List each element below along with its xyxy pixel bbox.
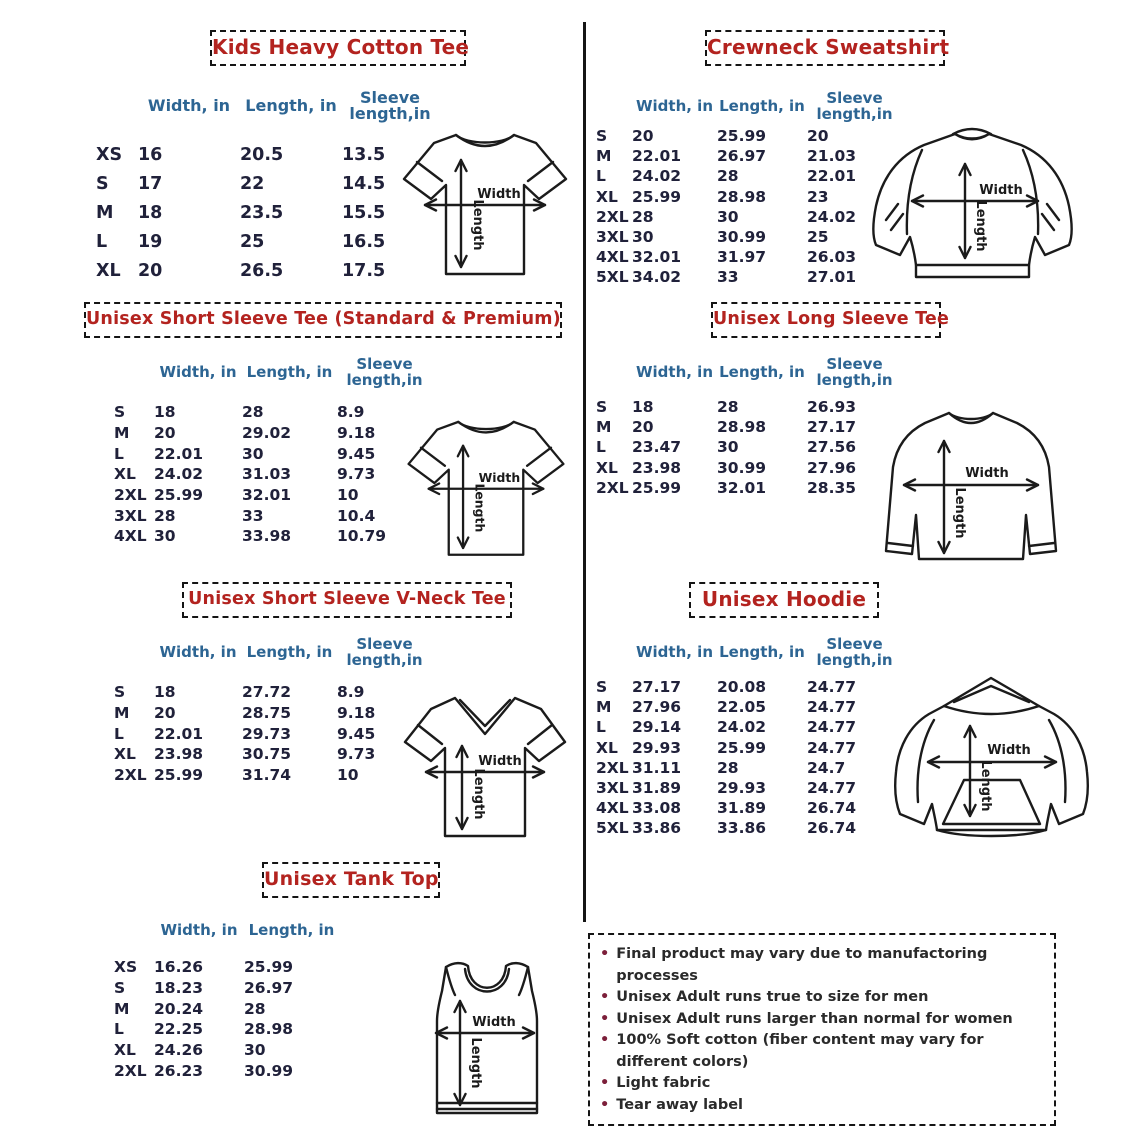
- bullet-icon: •: [600, 1075, 610, 1091]
- measurement-value: 22.01: [807, 167, 857, 186]
- hoodie-illustration: [884, 664, 1099, 859]
- measurement-value: 33: [242, 506, 264, 525]
- size-label: XL: [596, 458, 618, 477]
- width-label: Width: [979, 183, 1023, 198]
- measurement-value: 20: [154, 424, 176, 443]
- size-label: XL: [596, 738, 618, 757]
- size-label: L: [114, 1020, 124, 1039]
- size-table-kids: [96, 140, 438, 285]
- measurement-value: 27.17: [632, 678, 682, 697]
- size-label: M: [114, 704, 130, 723]
- measurement-value: 30.99: [717, 458, 767, 477]
- table-header-short-sleeve: [114, 348, 432, 396]
- measurement-value: 26.93: [807, 398, 857, 417]
- measurement-value: 30: [242, 444, 264, 463]
- measurement-value: 25.99: [154, 486, 204, 505]
- size-label: 3XL: [114, 506, 147, 525]
- section-title-hoodie: Unisex Hoodie: [689, 582, 879, 618]
- column-header-sleeve: Sleeve length,in: [349, 88, 431, 123]
- measurement-value: 30: [717, 438, 739, 457]
- measurement-value: 20: [632, 127, 654, 146]
- measurement-value: 24.77: [807, 718, 857, 737]
- measurement-value: 24.77: [807, 678, 857, 697]
- vneck-tee-illustration: [398, 674, 573, 852]
- measurement-value: 31.97: [717, 248, 767, 267]
- note-text: Final product may vary due to manufactoring processes: [616, 946, 988, 984]
- measurement-value: 33.86: [717, 819, 767, 838]
- measurement-value: 33: [717, 268, 739, 287]
- measurement-value: 24.02: [154, 465, 204, 484]
- measurement-value: 29.93: [717, 779, 767, 798]
- measurement-value: 27.72: [242, 683, 292, 702]
- measurement-value: 24.26: [154, 1041, 204, 1060]
- length-label: Length: [952, 487, 967, 539]
- size-label: 2XL: [114, 1061, 147, 1080]
- measurement-value: 30: [717, 207, 739, 226]
- length-label: Length: [472, 483, 488, 533]
- measurement-value: 22.01: [154, 444, 204, 463]
- measurement-value: 10.79: [337, 527, 387, 546]
- note-item: [600, 1095, 1044, 1117]
- column-header-width: Width, in: [635, 363, 713, 381]
- size-label: S: [596, 678, 608, 697]
- product-notes-box: [588, 933, 1056, 1126]
- size-label: 3XL: [596, 228, 629, 247]
- column-header-length: Length, in: [719, 363, 805, 381]
- column-header-sleeve: Sleeve length,in: [346, 355, 423, 389]
- column-header-width: Width, in: [147, 96, 231, 115]
- measurement-value: 31.89: [717, 799, 767, 818]
- size-label: 2XL: [596, 758, 629, 777]
- column-header-sleeve: Sleeve length,in: [816, 355, 893, 389]
- measurement-value: 32.01: [632, 248, 682, 267]
- measurement-value: 30.99: [717, 228, 767, 247]
- column-header-length: Length, in: [719, 97, 805, 115]
- measurement-value: 10.4: [337, 506, 376, 525]
- measurement-value: 22.05: [717, 698, 767, 717]
- measurement-value: 25.99: [244, 958, 294, 977]
- measurement-value: 26.23: [154, 1061, 204, 1080]
- note-text: Tear away label: [616, 1096, 744, 1113]
- size-label: S: [596, 398, 608, 417]
- width-label: Width: [478, 754, 522, 769]
- section-title-tank-top: Unisex Tank Top: [262, 862, 440, 898]
- measurement-value: 24.7: [807, 758, 846, 777]
- measurement-value: 24.77: [807, 698, 857, 717]
- measurement-value: 29.14: [632, 718, 682, 737]
- size-label: 2XL: [114, 766, 147, 785]
- measurement-value: 32.01: [242, 486, 292, 505]
- size-label: M: [596, 698, 612, 717]
- measurement-value: 16.5: [342, 231, 386, 252]
- size-table-crewneck: [596, 126, 902, 288]
- measurement-value: 26.03: [807, 248, 857, 267]
- measurement-value: 24.77: [807, 779, 857, 798]
- note-item: [600, 944, 1044, 987]
- table-header-kids: [96, 82, 438, 130]
- measurement-value: 28: [632, 207, 654, 226]
- column-header-sleeve: Sleeve length,in: [816, 89, 893, 123]
- measurement-value: 28: [242, 403, 264, 422]
- measurement-value: 25.99: [717, 127, 767, 146]
- measurement-value: 20: [154, 704, 176, 723]
- measurement-value: 20: [138, 260, 163, 281]
- bullet-icon: •: [600, 946, 610, 962]
- measurement-value: 20: [807, 127, 829, 146]
- measurement-value: 25.99: [632, 478, 682, 497]
- measurement-value: 18.23: [154, 979, 204, 998]
- size-label: M: [96, 202, 114, 223]
- measurement-value: 26.97: [244, 979, 294, 998]
- measurement-value: 30: [632, 228, 654, 247]
- length-label: Length: [470, 199, 485, 251]
- note-text: Light fabric: [616, 1075, 711, 1091]
- measurement-value: 23.5: [240, 202, 284, 223]
- measurement-value: 19: [138, 231, 163, 252]
- measurement-value: 28: [717, 398, 739, 417]
- length-label: Length: [468, 1037, 483, 1089]
- tshirt-illustration: [400, 398, 572, 570]
- size-label: M: [114, 999, 130, 1018]
- size-label: S: [96, 173, 109, 194]
- measurement-value: 17: [138, 173, 163, 194]
- size-label: 4XL: [114, 527, 147, 546]
- measurement-value: 29.73: [242, 724, 292, 743]
- measurement-value: 8.9: [337, 683, 365, 702]
- measurement-value: 10: [337, 766, 359, 785]
- measurement-value: 28.98: [717, 418, 767, 437]
- measurement-value: 25.99: [632, 187, 682, 206]
- width-label: Width: [478, 470, 521, 486]
- measurement-value: 8.9: [337, 403, 365, 422]
- long-sleeve-illustration: [856, 393, 1086, 573]
- measurement-value: 33.98: [242, 527, 292, 546]
- measurement-value: 9.73: [337, 745, 376, 764]
- length-label: Length: [973, 200, 988, 252]
- measurement-value: 30.75: [242, 745, 292, 764]
- measurement-value: 33.86: [632, 819, 682, 838]
- measurement-value: 9.45: [337, 444, 376, 463]
- measurement-value: 23.47: [632, 438, 682, 457]
- measurement-value: 29.93: [632, 738, 682, 757]
- note-item: [600, 1030, 1044, 1073]
- size-label: L: [96, 231, 108, 252]
- measurement-value: 26.97: [717, 147, 767, 166]
- size-table-vneck: [114, 682, 432, 785]
- section-title-short-sleeve-tee: Unisex Short Sleeve Tee (Standard & Premium): [84, 302, 562, 338]
- measurement-value: 30: [154, 527, 176, 546]
- measurement-value: 27.17: [807, 418, 857, 437]
- column-header-sleeve: Sleeve length,in: [816, 635, 893, 669]
- measurement-value: 24.77: [807, 738, 857, 757]
- measurement-value: 24.02: [807, 207, 857, 226]
- size-label: XS: [96, 144, 123, 165]
- measurement-value: 9.73: [337, 465, 376, 484]
- measurement-value: 13.5: [342, 144, 386, 165]
- note-text: Unisex Adult runs true to size for men: [616, 989, 929, 1005]
- measurement-value: 22: [240, 173, 265, 194]
- size-label: 4XL: [596, 799, 629, 818]
- column-divider: [583, 22, 586, 922]
- size-label: L: [596, 718, 606, 737]
- measurement-value: 17.5: [342, 260, 386, 281]
- measurement-value: 22.01: [154, 724, 204, 743]
- column-header-width: Width, in: [635, 97, 713, 115]
- size-label: M: [114, 424, 130, 443]
- measurement-value: 16.26: [154, 958, 204, 977]
- table-header-long-sleeve: [596, 348, 902, 396]
- bullet-icon: •: [600, 1096, 610, 1113]
- measurement-value: 20.5: [240, 144, 284, 165]
- measurement-value: 22.25: [154, 1020, 204, 1039]
- table-header-hoodie: [596, 628, 902, 676]
- measurement-value: 25.99: [717, 738, 767, 757]
- size-label: 5XL: [596, 268, 629, 287]
- measurement-value: 27.96: [632, 698, 682, 717]
- size-label: L: [114, 444, 124, 463]
- measurement-value: 31.11: [632, 758, 682, 777]
- measurement-value: 14.5: [342, 173, 386, 194]
- measurement-value: 15.5: [342, 202, 386, 223]
- bullet-icon: •: [600, 989, 610, 1005]
- section-title-kids-tee: Kids Heavy Cotton Tee: [210, 30, 466, 66]
- measurement-value: 26.5: [240, 260, 284, 281]
- column-header-width: Width, in: [159, 363, 237, 381]
- length-label: Length: [471, 768, 486, 820]
- measurement-value: 18: [154, 683, 176, 702]
- measurement-value: 16: [138, 144, 163, 165]
- measurement-value: 28: [717, 167, 739, 186]
- size-label: 3XL: [596, 779, 629, 798]
- measurement-value: 32.01: [717, 478, 767, 497]
- measurement-value: 20: [632, 418, 654, 437]
- tshirt-illustration: [395, 110, 575, 290]
- section-title-vneck-tee: Unisex Short Sleeve V-Neck Tee: [182, 582, 512, 618]
- size-table-short-sleeve: [114, 402, 432, 547]
- column-header-length: Length, in: [248, 921, 335, 939]
- size-label: M: [596, 147, 612, 166]
- sweatshirt-illustration: [860, 116, 1085, 291]
- measurement-value: 31.74: [242, 766, 292, 785]
- size-label: XL: [96, 260, 121, 281]
- size-label: M: [596, 418, 612, 437]
- size-label: 4XL: [596, 248, 629, 267]
- table-header-tank: [114, 912, 339, 948]
- measurement-value: 20.24: [154, 999, 204, 1018]
- size-label: S: [596, 127, 608, 146]
- measurement-value: 26.74: [807, 819, 857, 838]
- measurement-value: 18: [154, 403, 176, 422]
- measurement-value: 28.98: [244, 1020, 294, 1039]
- note-item: [600, 1073, 1044, 1095]
- bullet-icon: •: [600, 1032, 610, 1048]
- measurement-value: 28: [244, 999, 266, 1018]
- size-label: L: [596, 438, 606, 457]
- measurement-value: 21.03: [807, 147, 857, 166]
- width-label: Width: [965, 466, 1009, 481]
- size-label: L: [114, 724, 124, 743]
- note-text: Unisex Adult runs larger than normal for women: [616, 1010, 1013, 1027]
- measurement-value: 9.45: [337, 724, 376, 743]
- size-label: 2XL: [596, 207, 629, 226]
- size-label: S: [114, 979, 126, 998]
- measurement-value: 10: [337, 486, 359, 505]
- measurement-value: 34.02: [632, 268, 682, 287]
- measurement-value: 25: [240, 231, 265, 252]
- measurement-value: 30.99: [244, 1061, 294, 1080]
- measurement-value: 30: [244, 1041, 266, 1060]
- measurement-value: 25: [807, 228, 829, 247]
- measurement-value: 25.99: [154, 766, 204, 785]
- measurement-value: 23.98: [632, 458, 682, 477]
- measurement-value: 29.02: [242, 424, 292, 443]
- measurement-value: 24.02: [717, 718, 767, 737]
- column-header-width: Width, in: [160, 921, 238, 939]
- size-table-hoodie: [596, 677, 902, 839]
- length-label: Length: [978, 760, 993, 812]
- measurement-value: 27.01: [807, 268, 857, 287]
- measurement-value: 18: [138, 202, 163, 223]
- tank-top-illustration: [422, 943, 552, 1128]
- measurement-value: 31.03: [242, 465, 292, 484]
- column-header-sleeve: Sleeve length,in: [346, 635, 423, 669]
- size-label: XL: [114, 465, 136, 484]
- size-label: L: [596, 167, 606, 186]
- table-header-crewneck: [596, 82, 902, 130]
- note-item: [600, 1009, 1044, 1031]
- measurement-value: 31.89: [632, 779, 682, 798]
- measurement-value: 23.98: [154, 745, 204, 764]
- measurement-value: 27.56: [807, 438, 857, 457]
- size-label: 2XL: [596, 478, 629, 497]
- measurement-value: 26.74: [807, 799, 857, 818]
- column-header-length: Length, in: [246, 363, 333, 381]
- size-table-tank: [114, 957, 339, 1081]
- column-header-length: Length, in: [246, 643, 333, 661]
- section-title-crewneck: Crewneck Sweatshirt: [705, 30, 945, 66]
- bullet-icon: •: [600, 1010, 610, 1027]
- measurement-value: 27.96: [807, 458, 857, 477]
- size-label: XS: [114, 958, 138, 977]
- width-label: Width: [472, 1015, 516, 1030]
- measurement-value: 23: [807, 187, 829, 206]
- measurement-value: 9.18: [337, 704, 376, 723]
- column-header-width: Width, in: [635, 643, 713, 661]
- size-label: XL: [596, 187, 618, 206]
- measurement-value: 9.18: [337, 424, 376, 443]
- column-header-width: Width, in: [159, 643, 237, 661]
- measurement-value: 28.98: [717, 187, 767, 206]
- column-header-length: Length, in: [245, 96, 337, 115]
- width-label: Width: [477, 187, 521, 202]
- measurement-value: 28.35: [807, 478, 857, 497]
- measurement-value: 24.02: [632, 167, 682, 186]
- size-label: 2XL: [114, 486, 147, 505]
- table-header-vneck: [114, 628, 432, 676]
- note-text: 100% Soft cotton (fiber content may vary for different colors): [616, 1032, 984, 1070]
- size-label: S: [114, 403, 126, 422]
- width-label: Width: [987, 743, 1031, 758]
- size-label: XL: [114, 1041, 136, 1060]
- size-label: S: [114, 683, 126, 702]
- measurement-value: 33.08: [632, 799, 682, 818]
- note-item: [600, 987, 1044, 1009]
- measurement-value: 28: [154, 506, 176, 525]
- measurement-value: 20.08: [717, 678, 767, 697]
- column-header-length: Length, in: [719, 643, 805, 661]
- measurement-value: 18: [632, 398, 654, 417]
- measurement-value: 28: [717, 758, 739, 777]
- measurement-value: 22.01: [632, 147, 682, 166]
- section-title-long-sleeve-tee: Unisex Long Sleeve Tee: [711, 302, 941, 338]
- measurement-value: 28.75: [242, 704, 292, 723]
- size-label: 5XL: [596, 819, 629, 838]
- size-label: XL: [114, 745, 136, 764]
